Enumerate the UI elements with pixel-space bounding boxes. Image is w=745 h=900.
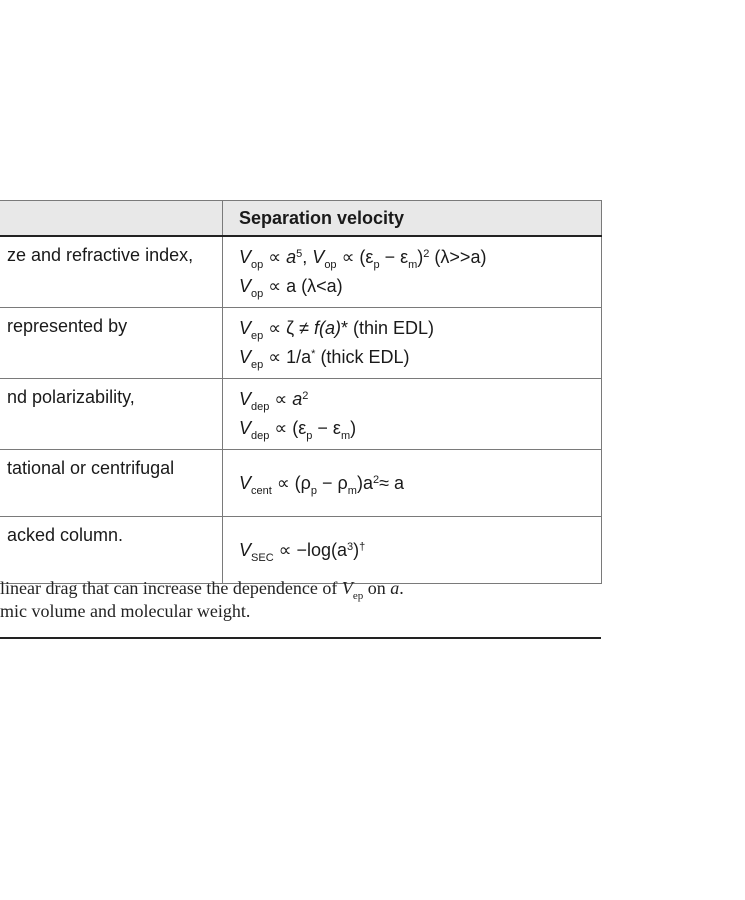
row-description: tational or centrifugal	[0, 450, 223, 517]
equation: $V_{dep} \propto a^2$	[239, 389, 309, 413]
velocity-cell	[223, 517, 602, 584]
row-description: ze and refractive index,	[0, 236, 223, 308]
footnote-1: linear drag that can increase the dependence of $V_{ep}$ on a.	[0, 578, 404, 602]
equation: $V_{dep} \propto (\varepsilon_p - \varepsilon_m)$	[239, 418, 357, 442]
table-header-row	[0, 201, 602, 237]
separation-table	[0, 200, 602, 584]
table-row	[0, 450, 602, 517]
table-row	[0, 236, 602, 308]
header-separation-velocity: Separation velocity	[223, 201, 602, 237]
equation: $V_{cent} \propto (\rho_p - \rho_m)a^2\approx a$	[239, 472, 404, 497]
equation: $V_{ep} \propto \zeta \ne f(a)*$ (thin EDL)	[239, 318, 434, 342]
table-row	[0, 379, 602, 450]
table-row	[0, 517, 602, 584]
equation: $V_{SEC} \propto -\log(a^3)^\dagger$	[239, 539, 366, 564]
row-description: represented by	[0, 308, 223, 379]
row-description: nd polarizability,	[0, 379, 223, 450]
row-description: acked column.	[0, 517, 223, 584]
header-description	[0, 201, 223, 237]
equation: $V_{op} \propto a^5$, $V_{op} \propto (\varepsilon_p - \varepsilon_m)^2$ (λ>>a)	[239, 247, 487, 271]
table-row	[0, 308, 602, 379]
equation: $V_{ep} \propto 1/a^*$ (thick EDL)	[239, 347, 410, 371]
footnote-2: mic volume and molecular weight.	[0, 601, 251, 621]
velocity-cell	[223, 308, 602, 379]
bottom-rule	[0, 637, 601, 639]
velocity-cell	[223, 379, 602, 450]
velocity-cell	[223, 450, 602, 517]
velocity-cell	[223, 236, 602, 308]
equation: $V_{op} \propto a$ (λ<a)	[239, 276, 343, 300]
